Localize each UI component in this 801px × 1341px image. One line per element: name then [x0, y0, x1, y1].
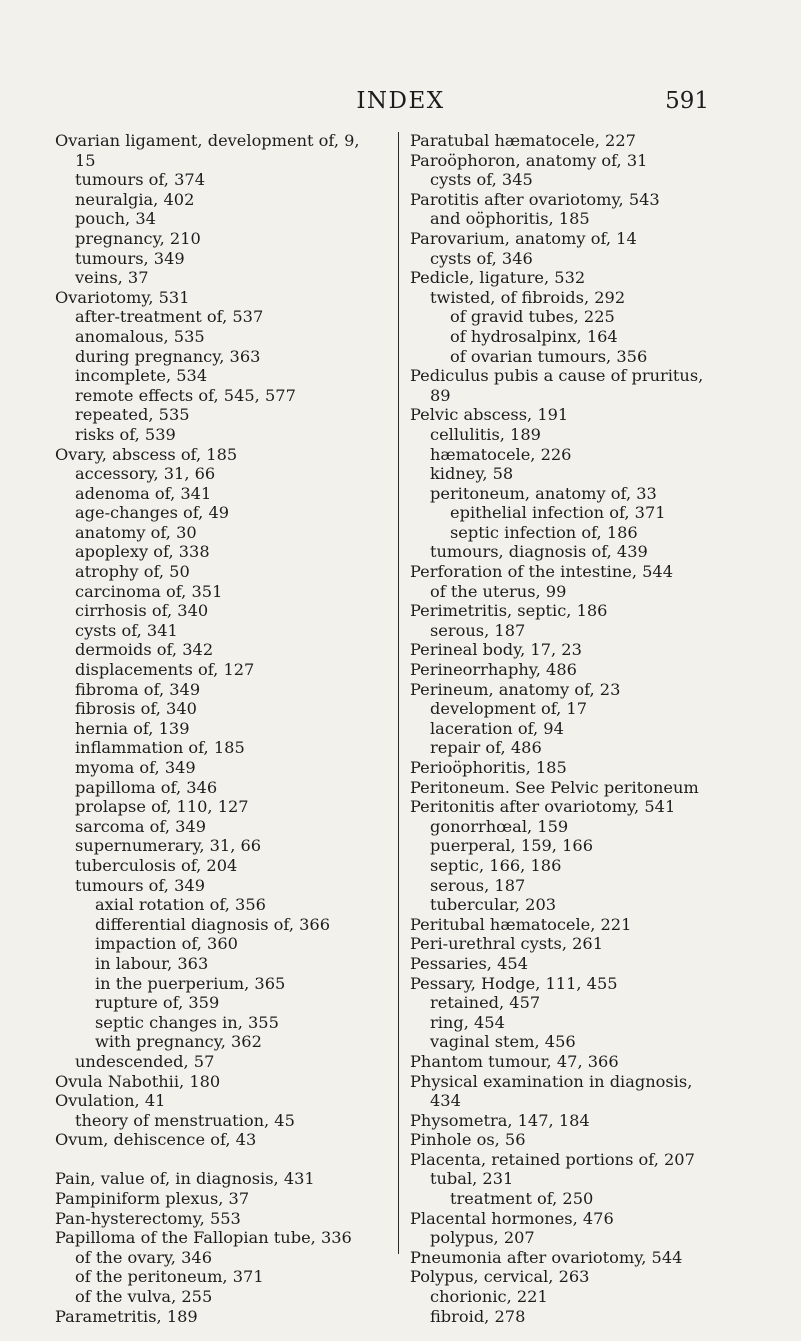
- running-title: INDEX: [356, 88, 445, 114]
- index-column-left: [55, 131, 395, 1326]
- index-subentry: cysts of, 341: [75, 620, 178, 640]
- index-entry: Pessary, Hodge, 111, 455: [410, 973, 618, 993]
- index-subentry: cysts of, 345: [430, 170, 533, 190]
- index-subentry: impaction of, 360: [95, 934, 238, 954]
- index-subentry: sarcoma of, 349: [75, 816, 207, 836]
- index-entry: Parametritis, 189: [55, 1306, 198, 1326]
- index-subentry: hæmatocele, 226: [430, 444, 572, 464]
- index-subentry: with pregnancy, 362: [95, 1032, 262, 1052]
- index-subentry: septic, 166, 186: [430, 855, 562, 875]
- index-entry: Ovum, dehiscence of, 43: [55, 1130, 257, 1150]
- index-subentry: during pregnancy, 363: [75, 346, 261, 366]
- index-entry: Pinhole os, 56: [410, 1130, 526, 1150]
- index-subentry: in labour, 363: [95, 953, 209, 973]
- index-entry: Ovula Nabothii, 180: [55, 1071, 221, 1091]
- index-subentry: vaginal stem, 456: [430, 1032, 576, 1052]
- index-entry: Perimetritis, septic, 186: [410, 601, 608, 621]
- index-subentry: laceration of, 94: [430, 718, 564, 738]
- index-entry: Ovary, abscess of, 185: [55, 444, 238, 464]
- index-subentry: serous, 187: [430, 875, 526, 895]
- index-subentry: rupture of, 359: [95, 993, 220, 1013]
- index-subentry: of the uterus, 99: [430, 581, 567, 601]
- index-subentry: of gravid tubes, 225: [450, 307, 615, 327]
- index-subentry: fibroma of, 349: [75, 679, 201, 699]
- index-subentry: cirrhosis of, 340: [75, 601, 209, 621]
- index-subentry: kidney, 58: [430, 464, 514, 484]
- index-subentry: and oöphoritis, 185: [430, 209, 590, 229]
- index-subentry: undescended, 57: [75, 1051, 215, 1071]
- index-subentry: tubercular, 203: [430, 895, 557, 915]
- page-header: [0, 88, 801, 120]
- section-gap: [55, 1150, 395, 1170]
- index-entry: Ovariotomy, 531: [55, 287, 190, 307]
- index-entry: Paratubal hæmatocele, 227: [410, 131, 636, 150]
- index-subentry: prolapse of, 110, 127: [75, 797, 249, 817]
- index-subentry: septic changes in, 355: [95, 1012, 279, 1032]
- index-subentry: in the puerperium, 365: [95, 973, 286, 993]
- index-subentry: cellulitis, 189: [430, 424, 541, 444]
- index-subentry: differential diagnosis of, 366: [95, 914, 331, 934]
- index-subentry: retained, 457: [430, 993, 541, 1013]
- index-entry: Paroöphoron, anatomy of, 31: [410, 150, 648, 170]
- index-subentry: gonorrhœal, 159: [430, 816, 569, 836]
- index-subentry: fibrosis of, 340: [75, 699, 197, 719]
- index-entry: Perineal body, 17, 23: [410, 640, 582, 660]
- index-entry: Pain, value of, in diagnosis, 431: [55, 1169, 315, 1189]
- index-entry: Perforation of the intestine, 544: [410, 562, 674, 582]
- index-subentry: risks of, 539: [75, 424, 176, 444]
- index-entry: Ovulation, 41: [55, 1091, 166, 1111]
- index-entry: Physical examination in diagnosis,: [410, 1071, 693, 1091]
- index-entry: Parovarium, anatomy of, 14: [410, 228, 637, 248]
- index-subentry: atrophy of, 50: [75, 562, 190, 582]
- index-subentry: theory of menstruation, 45: [75, 1110, 295, 1130]
- index-subentry: supernumerary, 31, 66: [75, 836, 262, 856]
- index-subentry: tumours of, 374: [75, 170, 205, 190]
- index-subentry: anomalous, 535: [75, 326, 205, 346]
- index-subentry: epithelial infection of, 371: [450, 503, 666, 523]
- index-subentry: puerperal, 159, 166: [430, 836, 593, 856]
- index-subentry: inflammation of, 185: [75, 738, 245, 758]
- index-entry: Polypus, cervical, 263: [410, 1267, 590, 1287]
- index-entry: Pelvic abscess, 191: [410, 405, 569, 425]
- index-subentry: tumours of, 349: [75, 875, 205, 895]
- index-subentry: polypus, 207: [430, 1228, 535, 1248]
- index-subentry: remote effects of, 545, 577: [75, 385, 296, 405]
- index-entry: Physometra, 147, 184: [410, 1110, 590, 1130]
- index-subentry: axial rotation of, 356: [95, 895, 266, 915]
- page-number: 591: [665, 88, 709, 114]
- index-subentry: tumours, diagnosis of, 439: [430, 542, 648, 562]
- index-entry: Placental hormones, 476: [410, 1208, 614, 1228]
- index-subentry: adenoma of, 341: [75, 483, 212, 503]
- index-entry: Peri-urethral cysts, 261: [410, 934, 604, 954]
- index-entry: Peritubal hæmatocele, 221: [410, 914, 632, 934]
- index-subentry: repair of, 486: [430, 738, 542, 758]
- index-subentry: pregnancy, 210: [75, 228, 201, 248]
- index-subentry: dermoids of, 342: [75, 640, 214, 660]
- index-subentry: 15: [75, 150, 96, 170]
- index-subentry: repeated, 535: [75, 405, 190, 425]
- index-subentry: accessory, 31, 66: [75, 464, 216, 484]
- index-subentry: peritoneum, anatomy of, 33: [430, 483, 657, 503]
- index-entry: Phantom tumour, 47, 366: [410, 1051, 619, 1071]
- index-subentry: tubal, 231: [430, 1169, 514, 1189]
- index-subentry: of the vulva, 255: [75, 1287, 213, 1307]
- index-entry: Pan-hysterectomy, 553: [55, 1208, 241, 1228]
- index-subentry: ring, 454: [430, 1012, 505, 1032]
- index-entry: Perineorrhaphy, 486: [410, 660, 577, 680]
- index-subentry: of the ovary, 346: [75, 1247, 212, 1267]
- index-entry: Perineum, anatomy of, 23: [410, 679, 621, 699]
- index-subentry: displacements of, 127: [75, 660, 255, 680]
- index-subentry: pouch, 34: [75, 209, 156, 229]
- index-entry: Papilloma of the Fallopian tube, 336: [55, 1228, 352, 1248]
- index-subentry: apoplexy of, 338: [75, 542, 210, 562]
- index-subentry: of hydrosalpinx, 164: [450, 326, 618, 346]
- index-entry: Pediculus pubis a cause of pruritus,: [410, 366, 704, 386]
- index-subentry: carcinoma of, 351: [75, 581, 223, 601]
- index-subentry: 434: [430, 1091, 461, 1111]
- index-subentry: tuberculosis of, 204: [75, 855, 238, 875]
- index-subentry: of the peritoneum, 371: [75, 1267, 264, 1287]
- index-subentry: development of, 17: [430, 699, 588, 719]
- index-subentry: chorionic, 221: [430, 1287, 548, 1307]
- index-entry: Perioöphoritis, 185: [410, 758, 567, 777]
- column-divider: [398, 132, 399, 1254]
- index-column-right: [410, 131, 750, 1326]
- index-subentry: tumours, 349: [75, 248, 185, 268]
- index-subentry: cysts of, 346: [430, 248, 533, 268]
- index-entry: Peritonitis after ovariotomy, 541: [410, 797, 676, 817]
- index-subentry: myoma of, 349: [75, 758, 196, 777]
- index-subentry: age-changes of, 49: [75, 503, 230, 523]
- index-subentry: treatment of, 250: [450, 1189, 594, 1209]
- index-subentry: after-treatment of, 537: [75, 307, 264, 327]
- index-subentry: fibroid, 278: [430, 1306, 526, 1326]
- index-subentry: 89: [430, 385, 451, 405]
- index-entry: Pessaries, 454: [410, 953, 528, 973]
- index-entry: Placenta, retained portions of, 207: [410, 1149, 695, 1169]
- index-subentry: neuralgia, 402: [75, 189, 195, 209]
- index-subentry: papilloma of, 346: [75, 777, 218, 797]
- index-subentry: veins, 37: [75, 268, 149, 288]
- index-subentry: twisted, of fibroids, 292: [430, 287, 626, 307]
- index-subentry: anatomy of, 30: [75, 522, 197, 542]
- index-subentry: of ovarian tumours, 356: [450, 346, 648, 366]
- index-subentry: septic infection of, 186: [450, 522, 638, 542]
- index-subentry: incomplete, 534: [75, 366, 208, 386]
- index-entry: Parotitis after ovariotomy, 543: [410, 189, 660, 209]
- index-entry: Ovarian ligament, development of, 9,: [55, 131, 360, 150]
- index-entry: Peritoneum. See Pelvic peritoneum: [410, 777, 699, 797]
- index-entry: Pedicle, ligature, 532: [410, 268, 586, 288]
- index-entry: Pampiniform plexus, 37: [55, 1189, 250, 1209]
- index-subentry: serous, 187: [430, 620, 526, 640]
- index-entry: Pneumonia after ovariotomy, 544: [410, 1247, 683, 1267]
- index-subentry: hernia of, 139: [75, 718, 190, 738]
